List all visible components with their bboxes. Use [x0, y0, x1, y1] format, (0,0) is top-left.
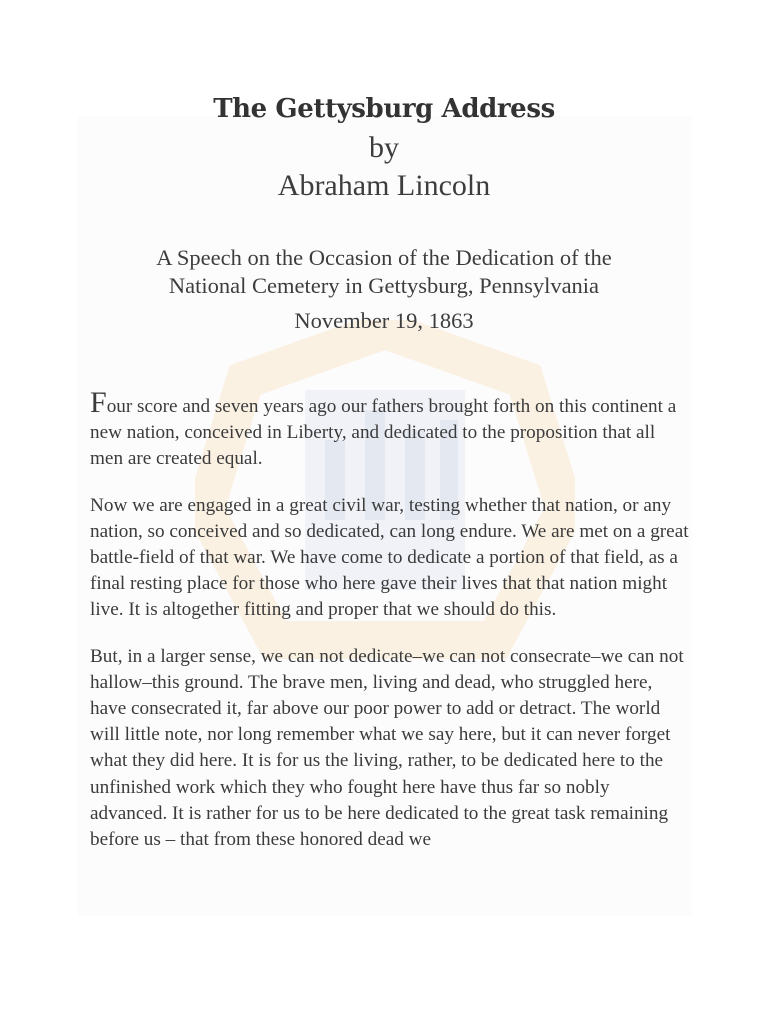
document-title: The Gettysburg Address [213, 94, 555, 124]
speech-date: November 19, 1863 [294, 308, 474, 333]
paragraph-3: But, in a larger sense, we can not dedicate–we can not consecrate–we can not hallow–this ground. The brave men, living and dead, who struggled here, have consecrated it, far above our poor power to add or detract. The world will little note, nor long remember what we say here, but it can never forget what they did here. It is for us the living, rather, to be dedicated here to the unfinished work which they who fought here have thus far so nobly advanced. It is rather for us to be here dedicated to the great task remaining before us – that from these honored dead we [90, 645, 684, 851]
subtitle-line-1: A Speech on the Occasion of the Dedication of the [156, 245, 612, 270]
by-line: by [369, 131, 399, 164]
document-subtitle [0, 244, 768, 300]
drop-cap: F [90, 386, 107, 419]
paragraph-1-text: our score and seven years ago our fathers brought forth on this continent a new nation, conceived in Liberty, and dedicated to the proposition that all men are created equal. [90, 396, 677, 470]
subtitle-line-2: National Cemetery in Gettysburg, Pennsylvania [168, 273, 600, 298]
author-name: Abraham Lincoln [277, 169, 491, 202]
speech-body [90, 386, 690, 873]
paragraph-1 [90, 386, 690, 473]
paragraph-2: Now we are engaged in a great civil war, testing whether that nation, or any nation, so conceived and so dedicated, can long endure. We are met on a great battle-field of that war. We have come to dedicate a portion of that field, as a final resting place for those who here gave their lives that that nation might live. It is altogether fitting and proper that we should do this. [90, 494, 689, 621]
